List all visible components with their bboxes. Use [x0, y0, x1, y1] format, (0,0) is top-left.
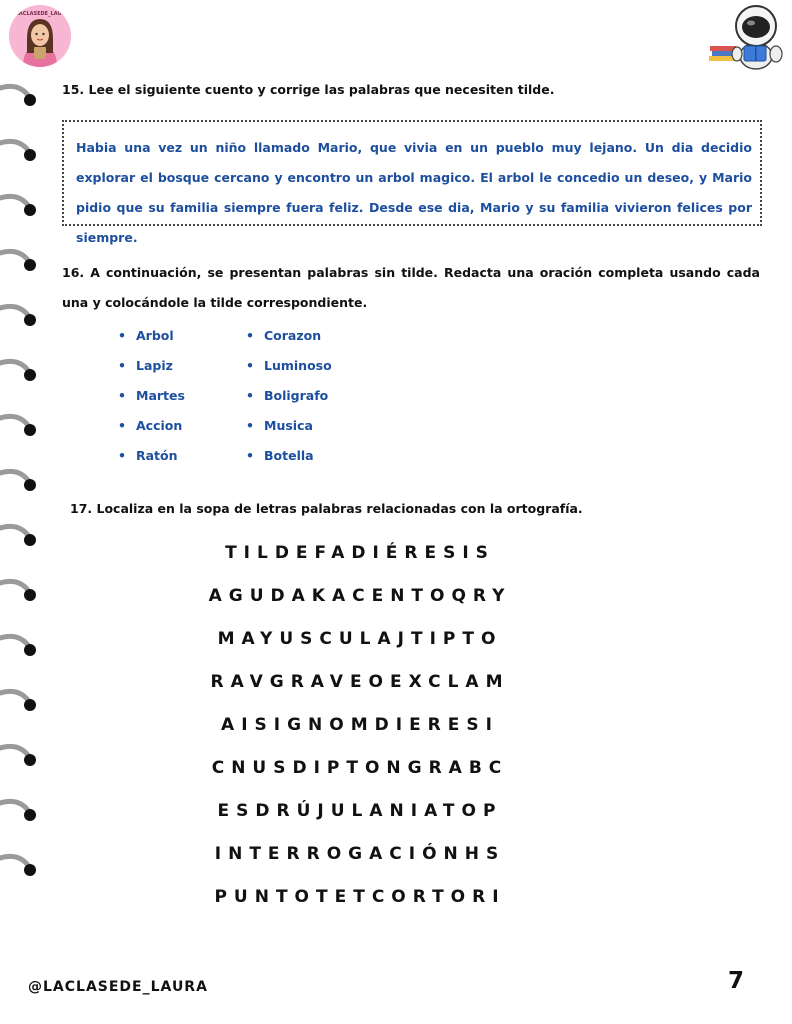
brand-logo — [9, 5, 71, 67]
binding-ring — [0, 86, 36, 106]
word-list-item: • Martes — [118, 383, 185, 413]
word-search-row: ESDRÚJULANIATOP — [217, 801, 503, 821]
word-search-row: RAVGRAVEOEXCLAM — [210, 672, 510, 692]
binding-ring — [0, 746, 36, 766]
word-list-column-2 — [246, 323, 332, 473]
story-text: Habia una vez un niño llamado Mario, que vivia en un pueblo muy lejano. Un dia decidio explorar el bosque cercano y encontro un arbol magico. El arbol le concedio un deseo, y Mario pidio que su familia siempre fuera feliz. Desde ese dia, Mario y su familia vivieron felices por siempre. — [76, 140, 752, 245]
word-list-item: • Musica — [246, 413, 332, 443]
logo-text: @LACLASEDE_LAURA — [10, 11, 70, 17]
page-number: 7 — [728, 968, 745, 994]
word-list-item: • Accion — [118, 413, 185, 443]
story-box — [62, 120, 762, 245]
question-16-title: 16. A continuación, se presentan palabras sin tilde. Redacta una oración completa usando cada una y colocándole la tilde correspondiente. — [62, 265, 760, 310]
question-17-title: 17. Localiza en la sopa de letras palabras relacionadas con la ortografía. — [70, 501, 583, 516]
word-search-grid — [160, 537, 560, 924]
word-list-item: • Corazon — [246, 323, 332, 353]
binding-ring — [0, 581, 36, 601]
word-search-row: MAYUSCULAJTIPTO — [217, 629, 503, 649]
astronaut-with-books-icon — [706, 2, 788, 72]
binding-ring — [0, 306, 36, 326]
binding-ring — [0, 691, 36, 711]
word-list-column-1 — [118, 323, 185, 473]
word-list-item: • Ratón — [118, 443, 185, 473]
binding-ring — [0, 856, 36, 876]
binding-ring — [0, 416, 36, 436]
word-list-item: • Botella — [246, 443, 332, 473]
word-search-row: AISIGNOMDIERESI — [221, 715, 499, 735]
word-search-row: PUNTOTETCORTORI — [214, 887, 506, 907]
word-search-row: TILDEFADIÉRESIS — [225, 543, 495, 563]
binding-ring — [0, 801, 36, 821]
word-list-item: • Lapiz — [118, 353, 185, 383]
word-list-item: • Boligrafo — [246, 383, 332, 413]
footer-handle: @LACLASEDE_LAURA — [28, 979, 208, 995]
word-search-row: AGUDAKACENTOQRY — [208, 586, 512, 606]
word-search-row: INTERROGACIÓNHS — [214, 844, 506, 864]
binding-ring — [0, 636, 36, 656]
binding-ring — [0, 471, 36, 491]
binding-ring — [0, 251, 36, 271]
binding-ring — [0, 361, 36, 381]
binding-ring — [0, 141, 36, 161]
question-15-title: 15. Lee el siguiente cuento y corrige las palabras que necesiten tilde. — [62, 82, 555, 97]
binding-ring — [0, 526, 36, 546]
spiral-binding — [0, 80, 50, 900]
word-search-row: CNUSDIPTONGRABC — [211, 758, 509, 778]
binding-ring — [0, 196, 36, 216]
word-list-item: • Arbol — [118, 323, 185, 353]
word-list-item: • Luminoso — [246, 353, 332, 383]
